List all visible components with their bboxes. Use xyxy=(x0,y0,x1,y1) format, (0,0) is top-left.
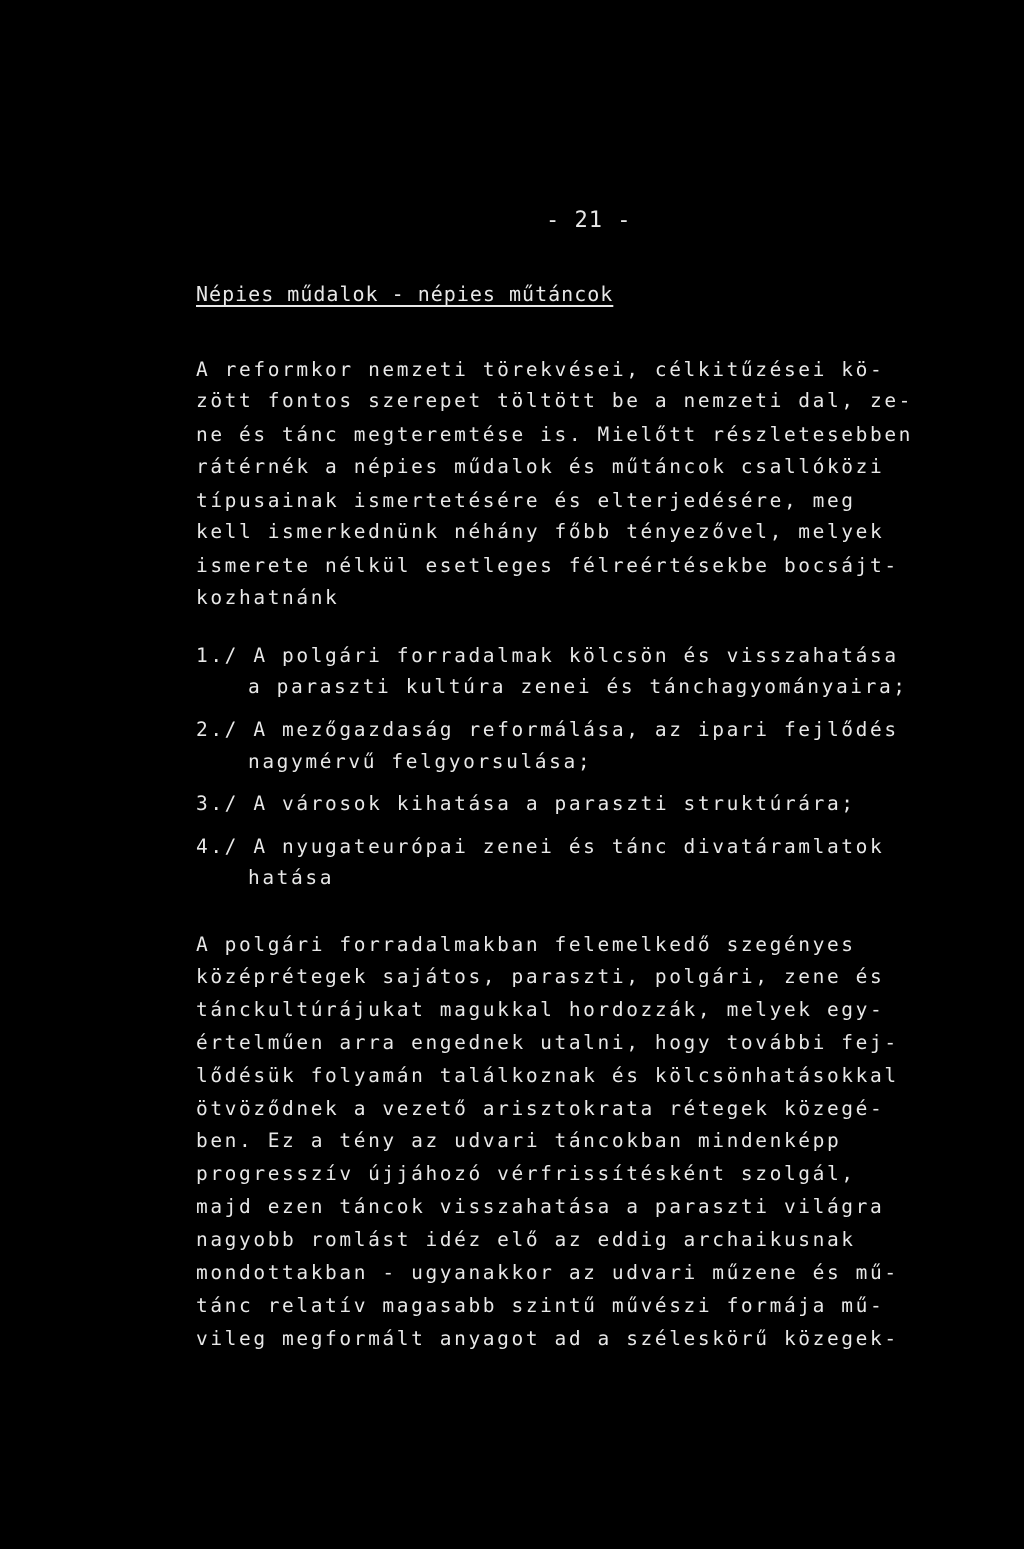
text-line: tánckultúrájukat magukkal hordozzák, melyek egy- xyxy=(196,998,885,1021)
text-line: A polgári forradalmakban felemelkedő szegényes xyxy=(196,933,856,956)
text-line: ismerete nélkül esetleges félreértésekbe bocsájt- xyxy=(196,554,899,577)
text-line: ötvöződnek a vezető arisztokrata rétegek közegé- xyxy=(196,1097,885,1120)
text-line: majd ezen táncok visszahatása a paraszti világra xyxy=(196,1195,885,1218)
page-number: - 21 - xyxy=(546,208,632,233)
text-line: kozhatnánk xyxy=(196,586,340,609)
list-item-2-continuation: nagymérvű felgyorsulása; xyxy=(248,750,593,773)
list-item-1: 1./ A polgári forradalmak kölcsön és visszahatása xyxy=(196,644,899,667)
text-line: zött fontos szerepet töltött be a nemzeti dal, ze- xyxy=(196,389,913,412)
text-line: A reformkor nemzeti törekvései, célkitűzései kö- xyxy=(196,358,885,381)
text-line: vileg megformált anyagot ad a széleskörű közegek- xyxy=(196,1327,899,1350)
text-line: értelműen arra engednek utalni, hogy további fej- xyxy=(196,1031,899,1054)
text-line: lődésük folyamán találkoznak és kölcsönhatásokkal xyxy=(196,1064,899,1087)
text-line: ben. Ez a tény az udvari táncokban mindenképp xyxy=(196,1129,842,1152)
list-item-2: 2./ A mezőgazdaság reformálása, az ipari fejlődés xyxy=(196,718,899,741)
text-line: tánc relatív magasabb szintű művészi formája mű- xyxy=(196,1294,885,1317)
text-line: nagyobb romlást idéz elő az eddig archaikusnak xyxy=(196,1228,856,1251)
list-item-1-continuation: a paraszti kultúra zenei és tánchagyományaira; xyxy=(248,675,908,698)
text-line: ne és tánc megteremtése is. Mielőtt részletesebben xyxy=(196,423,913,446)
list-item-4-continuation: hatása xyxy=(248,866,335,889)
text-line: mondottakban - ugyanakkor az udvari műzene és mű- xyxy=(196,1261,899,1284)
text-line: progresszív újjáhozó vérfrissítésként szolgál, xyxy=(196,1162,856,1185)
text-line: kell ismerkednünk néhány főbb tényezővel, melyek xyxy=(196,520,885,543)
section-title: Népies műdalok - népies műtáncok xyxy=(196,282,614,306)
text-line: középrétegek sajátos, paraszti, polgári, zene és xyxy=(196,965,885,988)
text-line: rátérnék a népies műdalok és műtáncok csallóközi xyxy=(196,455,885,478)
list-item-3: 3./ A városok kihatása a paraszti struktúrára; xyxy=(196,792,856,815)
text-line: típusainak ismertetésére és elterjedésére, meg xyxy=(196,489,856,512)
list-item-4: 4./ A nyugateurópai zenei és tánc divatáramlatok xyxy=(196,835,885,858)
